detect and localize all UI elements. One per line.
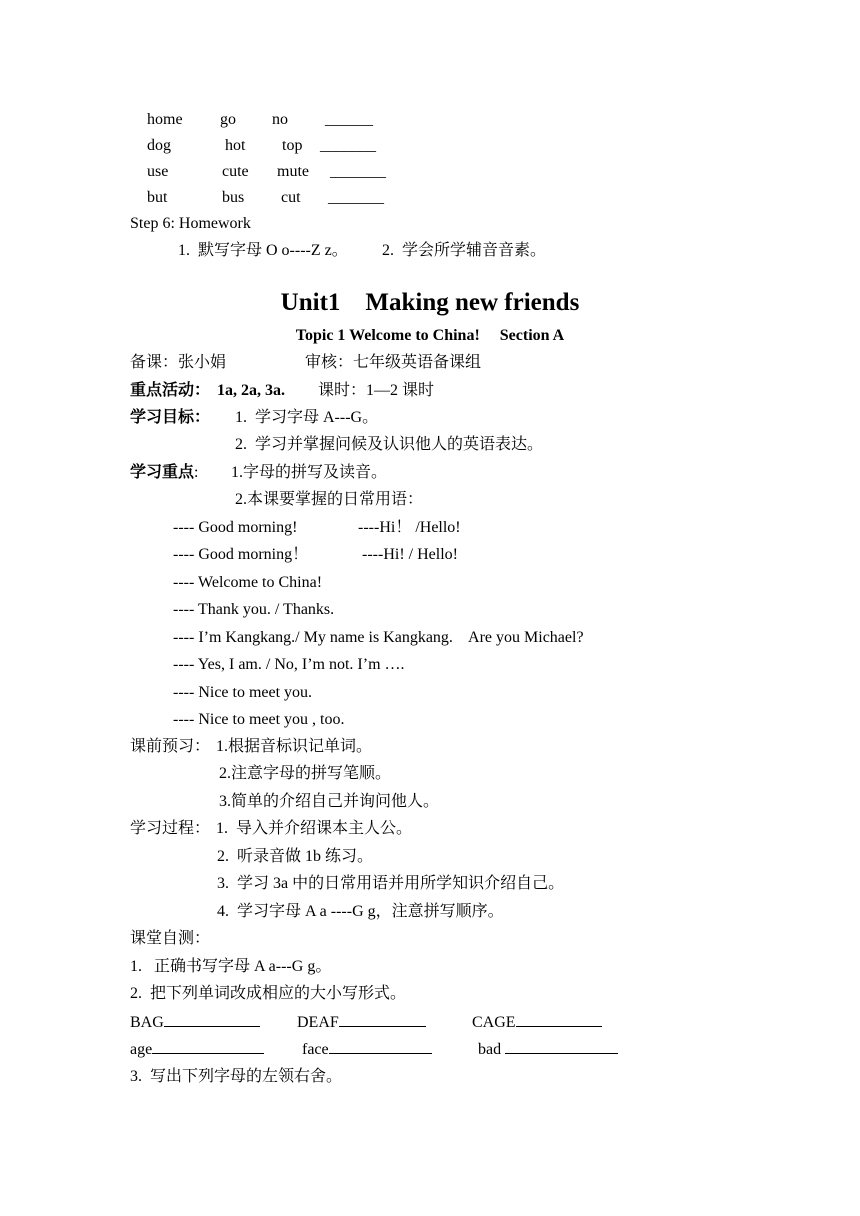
section-subtitle: Topic 1 Welcome to China! Section A: [295, 327, 565, 344]
process-item: 1. 导入并介绍课本主人公。: [216, 820, 413, 837]
phonics-blank: _______: [320, 137, 376, 154]
goal-item: 2. 学习并掌握问候及认识他人的英语表达。: [235, 436, 544, 453]
selftest-question: 2. 把下列单词改成相应的大小写形式。: [130, 985, 407, 1002]
case-word-text: BAG: [130, 1014, 164, 1031]
phonics-word: mute: [277, 163, 309, 180]
answer-blank[interactable]: [164, 1012, 260, 1027]
phonics-blank: ______: [325, 111, 373, 128]
case-word-text: DEAF: [297, 1014, 339, 1031]
goals-label: 学习目标：: [130, 409, 211, 426]
preview-label: 课前预习：: [130, 738, 211, 755]
case-word: [472, 1012, 602, 1033]
case-word-text: face: [302, 1041, 329, 1058]
answer-blank[interactable]: [339, 1012, 426, 1027]
case-word-text: bad: [478, 1041, 506, 1058]
case-word: [478, 1039, 618, 1060]
dialogue-reply: ----Hi! / Hello!: [362, 546, 458, 563]
focus-item: 1.字母的拼写及读音。: [231, 464, 388, 481]
focus-label: 学习重点: [130, 464, 195, 481]
dialogue-line: ---- Nice to meet you , too.: [173, 711, 345, 728]
case-word: [302, 1039, 432, 1060]
case-word: [130, 1012, 260, 1033]
preview-item: 3.简单的介绍自己并询问他人。: [219, 793, 440, 810]
case-word: [297, 1012, 426, 1033]
case-word: [130, 1039, 264, 1060]
periods: 课时：1—2 课时: [318, 382, 435, 399]
step6-heading: Step 6: Homework: [130, 215, 251, 232]
reviewer: 审核：七年级英语备课组: [305, 354, 482, 371]
activities-label: 重点活动：: [130, 382, 211, 399]
phonics-word: but: [147, 189, 168, 206]
process-item: 2. 听录音做 1b 练习。: [217, 848, 374, 865]
phonics-word: dog: [147, 137, 171, 154]
dialogue-reply: ----Hi！ /Hello!: [358, 519, 461, 536]
dialogue-line: ---- Nice to meet you.: [173, 684, 313, 701]
answer-blank[interactable]: [516, 1012, 602, 1027]
answer-blank[interactable]: [505, 1039, 618, 1054]
case-word-text: CAGE: [472, 1014, 516, 1031]
process-item: 3. 学习 3a 中的日常用语并用所学知识介绍自己。: [217, 875, 565, 892]
phonics-word: bus: [222, 189, 245, 206]
preparer: 备课：张小娟: [130, 354, 227, 371]
process-item: 4. 学习字母 A a ----G g，注意拼写顺序。: [217, 903, 504, 920]
answer-blank[interactable]: [152, 1039, 264, 1054]
phonics-blank: _______: [330, 163, 386, 180]
phonics-word: cut: [281, 189, 301, 206]
case-word-text: age: [130, 1041, 153, 1058]
focus-colon: :: [194, 464, 199, 481]
phonics-word: use: [147, 163, 169, 180]
selftest-question: 1. 正确书写字母 A a---G g。: [130, 958, 332, 975]
phonics-word: cute: [222, 163, 249, 180]
dialogue-line: ---- Welcome to China!: [173, 574, 323, 591]
preview-item: 1.根据音标识记单词。: [216, 738, 373, 755]
homework-item: 1. 默写字母 O o----Z z。: [178, 242, 348, 259]
dialogue-line: ---- Good morning!: [173, 519, 298, 536]
phonics-word: hot: [225, 137, 246, 154]
phonics-word: go: [220, 111, 236, 128]
selftest-label: 课堂自测：: [130, 930, 211, 947]
dialogue-line: ---- Thank you. / Thanks.: [173, 601, 335, 618]
focus-item: 2.本课要掌握的日常用语：: [235, 491, 424, 508]
goal-item: 1. 学习字母 A---G。: [235, 409, 379, 426]
focus-heading: [130, 463, 198, 483]
phonics-word: no: [272, 111, 288, 128]
dialogue-line: ---- Yes, I am. / No, I’m not. I’m ….: [173, 656, 405, 673]
phonics-blank: _______: [328, 189, 384, 206]
phonics-word: top: [282, 137, 303, 154]
unit-title: Unit1 Making new friends: [280, 289, 580, 316]
preview-item: 2.注意字母的拼写笔顺。: [219, 765, 392, 782]
dialogue-line: ---- Good morning！: [173, 546, 309, 563]
activities-value: 1a, 2a, 3a.: [217, 382, 285, 399]
process-label: 学习过程：: [130, 820, 211, 837]
dialogue-line: ---- I’m Kangkang./ My name is Kangkang. Are you Michael?: [173, 629, 584, 646]
selftest-question: 3. 写出下列字母的左领右舍。: [130, 1068, 343, 1085]
phonics-word: home: [147, 111, 183, 128]
answer-blank[interactable]: [329, 1039, 432, 1054]
homework-item: 2. 学会所学辅音音素。: [382, 242, 547, 259]
